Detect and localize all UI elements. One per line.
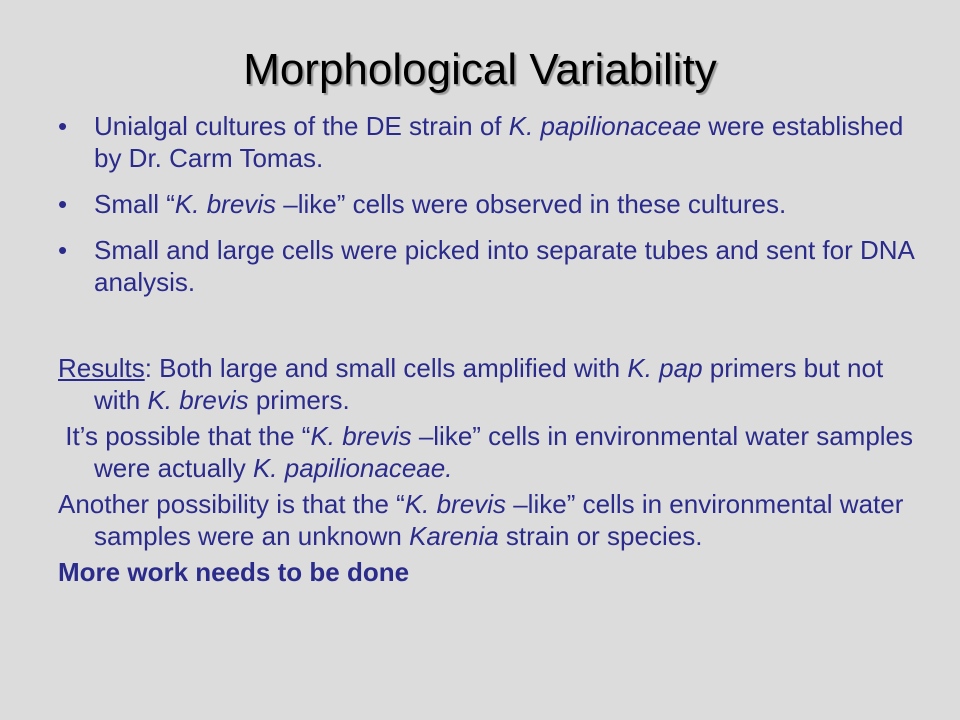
another-possibility-paragraph (58, 488, 918, 552)
species-name: K. brevis (310, 421, 412, 451)
paragraph-text: primers but not with (94, 353, 884, 415)
bullet-text: Small and large cells were picked into separate tubes and sent for DNA analysis. (94, 235, 914, 297)
species-name: K. brevis (147, 385, 249, 415)
spacer (58, 312, 918, 352)
species-name: K. brevis (174, 189, 277, 219)
paragraph-text: It’s possible that the “ (58, 421, 311, 451)
slide-title: Morphological Variability (243, 45, 717, 94)
paragraph-text: –like” cells in environmental water samples were actually (94, 421, 914, 483)
bullet-item (58, 110, 918, 174)
bullet-text: were established by Dr. Carm Tomas. (94, 111, 904, 173)
genus-name: Karenia (409, 521, 499, 551)
species-name: K. pap (627, 353, 703, 383)
paragraph-text: Another possibility is that the “ (58, 489, 405, 519)
bullet-item (58, 188, 918, 220)
paragraph-text: : Both large and small cells amplified with (144, 353, 628, 383)
possibility-paragraph (58, 420, 918, 484)
bullet-text: –like” cells were observed in these cultures. (276, 189, 787, 219)
paragraph-text: strain or species. (498, 521, 703, 551)
species-name: K. brevis (404, 489, 506, 519)
bullet-item (58, 234, 918, 298)
results-label: Results (58, 353, 145, 383)
slide-content (58, 110, 918, 592)
results-paragraph (58, 352, 918, 416)
conclusion-text: More work needs to be done (58, 557, 410, 587)
paragraph-text: –like” cells in environmental water samples were an unknown (94, 489, 904, 551)
species-name: K. papilionaceae. (252, 453, 453, 483)
species-name: K. papilionaceae (508, 111, 702, 141)
paragraph-text: primers. (248, 385, 350, 415)
bullet-list (58, 110, 918, 298)
bullet-text: Unialgal cultures of the DE strain of (94, 111, 509, 141)
bullet-text: Small “ (94, 189, 175, 219)
